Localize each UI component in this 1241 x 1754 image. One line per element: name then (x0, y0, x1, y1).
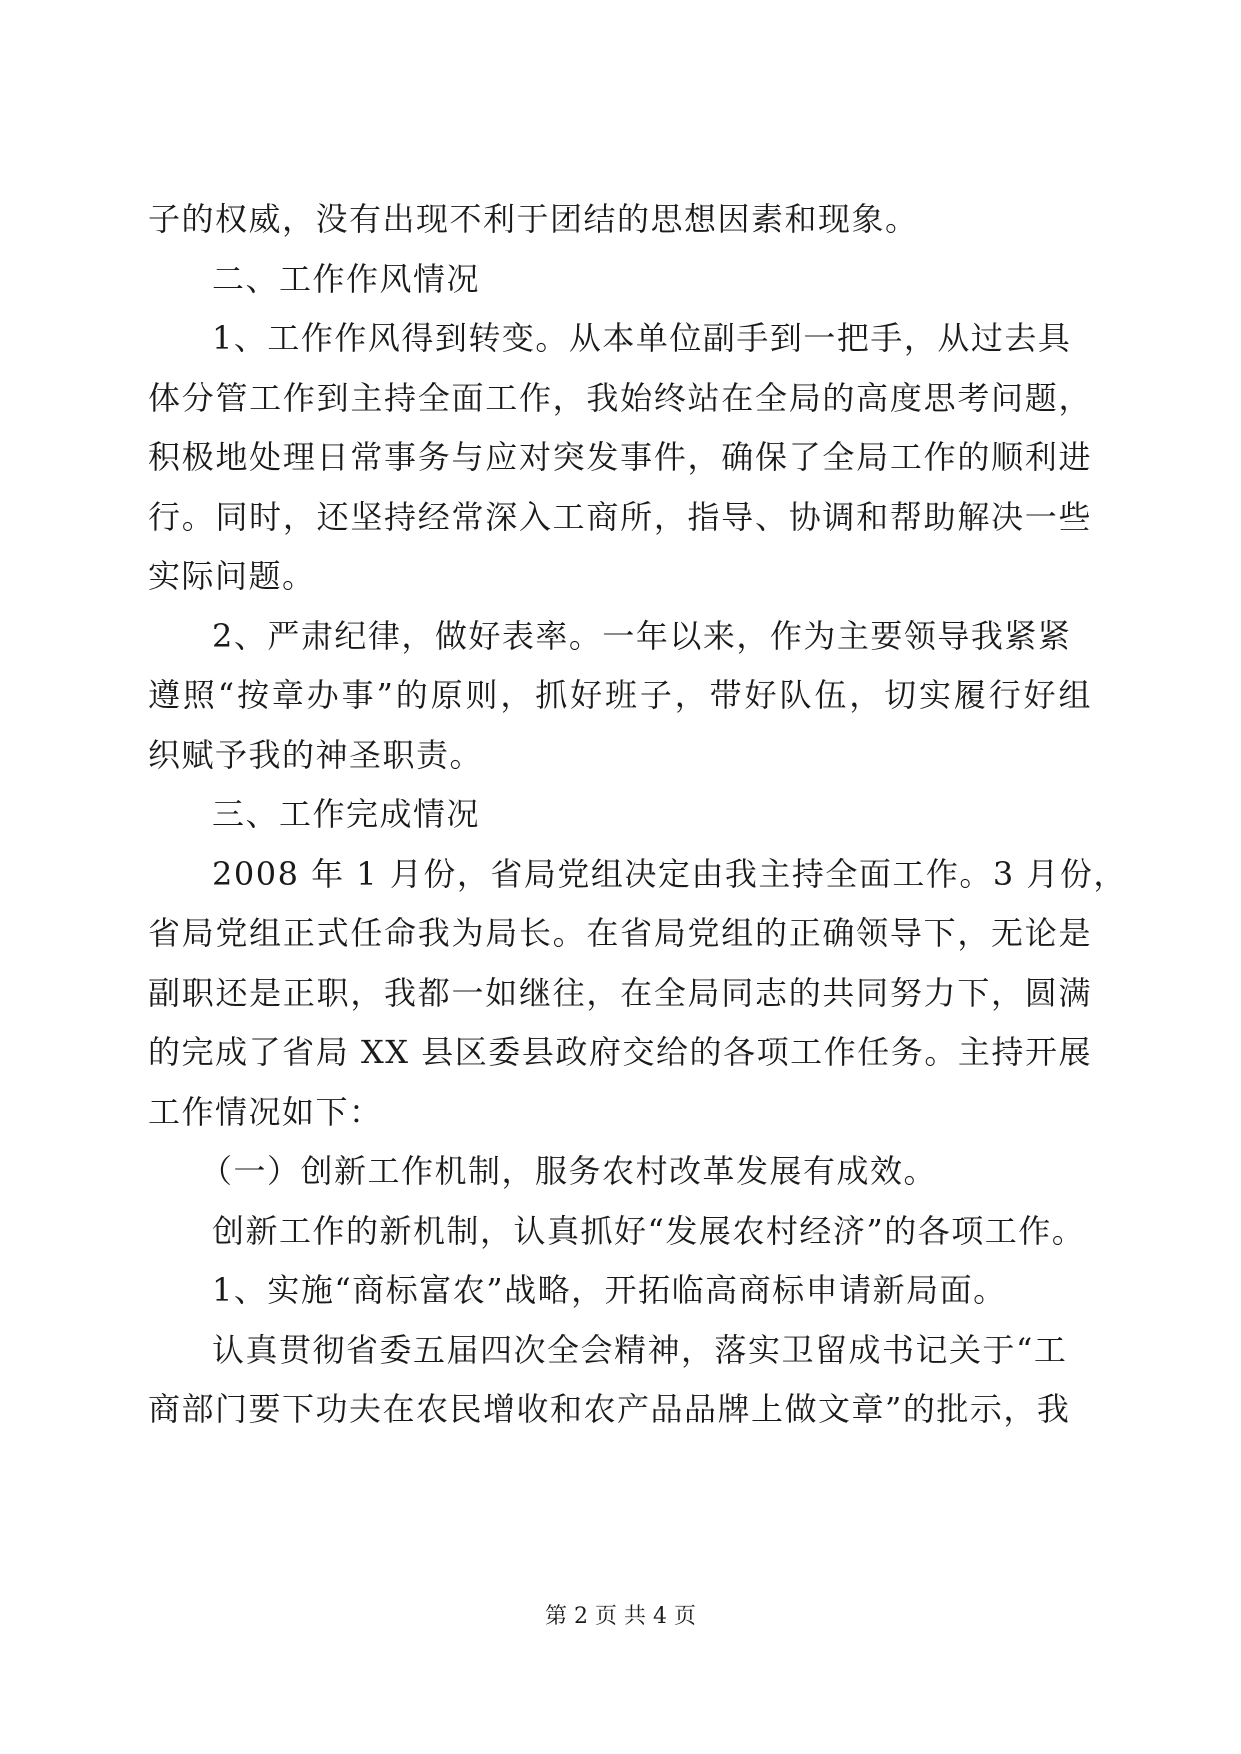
paragraph-line: 省局党组正式任命我为局长。在省局党组的正确领导下，无论是 (148, 914, 1092, 952)
paragraph-line: 2、严肃纪律，做好表率。一年以来，作为主要领导我紧紧 (212, 616, 1072, 655)
paragraph-line: 副职还是正职，我都一如继往，在全局同志的共同努力下，圆满 (148, 973, 1092, 1012)
page-footer (0, 1602, 1241, 1632)
page-number-label: 第 2 页 共 4 页 (545, 1604, 696, 1629)
paragraph-line: 体分管工作到主持全面工作，我始终站在全局的高度思考问题， (148, 378, 1092, 417)
section-heading: 二、工作作风情况 (212, 259, 481, 298)
paragraph-line: 1、实施“商标富农”战略，开拓临高商标申请新局面。 (212, 1271, 1007, 1309)
paragraph-line: 遵照“按章办事”的原则，抓好班子，带好队伍，切实履行好组 (148, 676, 1092, 714)
paragraph-line: 子的权威，没有出现不利于团结的思想因素和现象。 (148, 200, 919, 238)
document-body (148, 190, 1127, 1440)
paragraph-line: 认真贯彻省委五届四次全会精神，落实卫留成书记关于“工 (212, 1330, 1068, 1369)
paragraph-line: 实际问题。 (148, 557, 316, 595)
paragraph-line: 的完成了省局 XX 县区委县政府交给的各项工作任务。主持开展 (148, 1033, 1092, 1071)
paragraph-line: 工作情况如下： (148, 1092, 383, 1131)
paragraph-line: 2008 年 1 月份，省局党组决定由我主持全面工作。3 月份， (212, 854, 1127, 893)
subsection-heading: （一）创新工作机制，服务农村改革发展有成效。 (200, 1152, 938, 1190)
paragraph-line: 创新工作的新机制，认真抓好“发展农村经济”的各项工作。 (212, 1211, 1086, 1250)
paragraph-line: 1、工作作风得到转变。从本单位副手到一把手，从过去具 (212, 319, 1072, 357)
paragraph-line: 织赋予我的神圣职责。 (148, 735, 484, 774)
paragraph-line: 积极地处理日常事务与应对突发事件，确保了全局工作的顺利进 (148, 438, 1092, 476)
paragraph-line: 商部门要下功夫在农民增收和农产品品牌上做文章”的批示，我 (148, 1390, 1071, 1428)
section-heading: 三、工作完成情况 (212, 795, 481, 833)
paragraph-line: 行。同时，还坚持经常深入工商所，指导、协调和帮助解决一些 (148, 497, 1092, 536)
